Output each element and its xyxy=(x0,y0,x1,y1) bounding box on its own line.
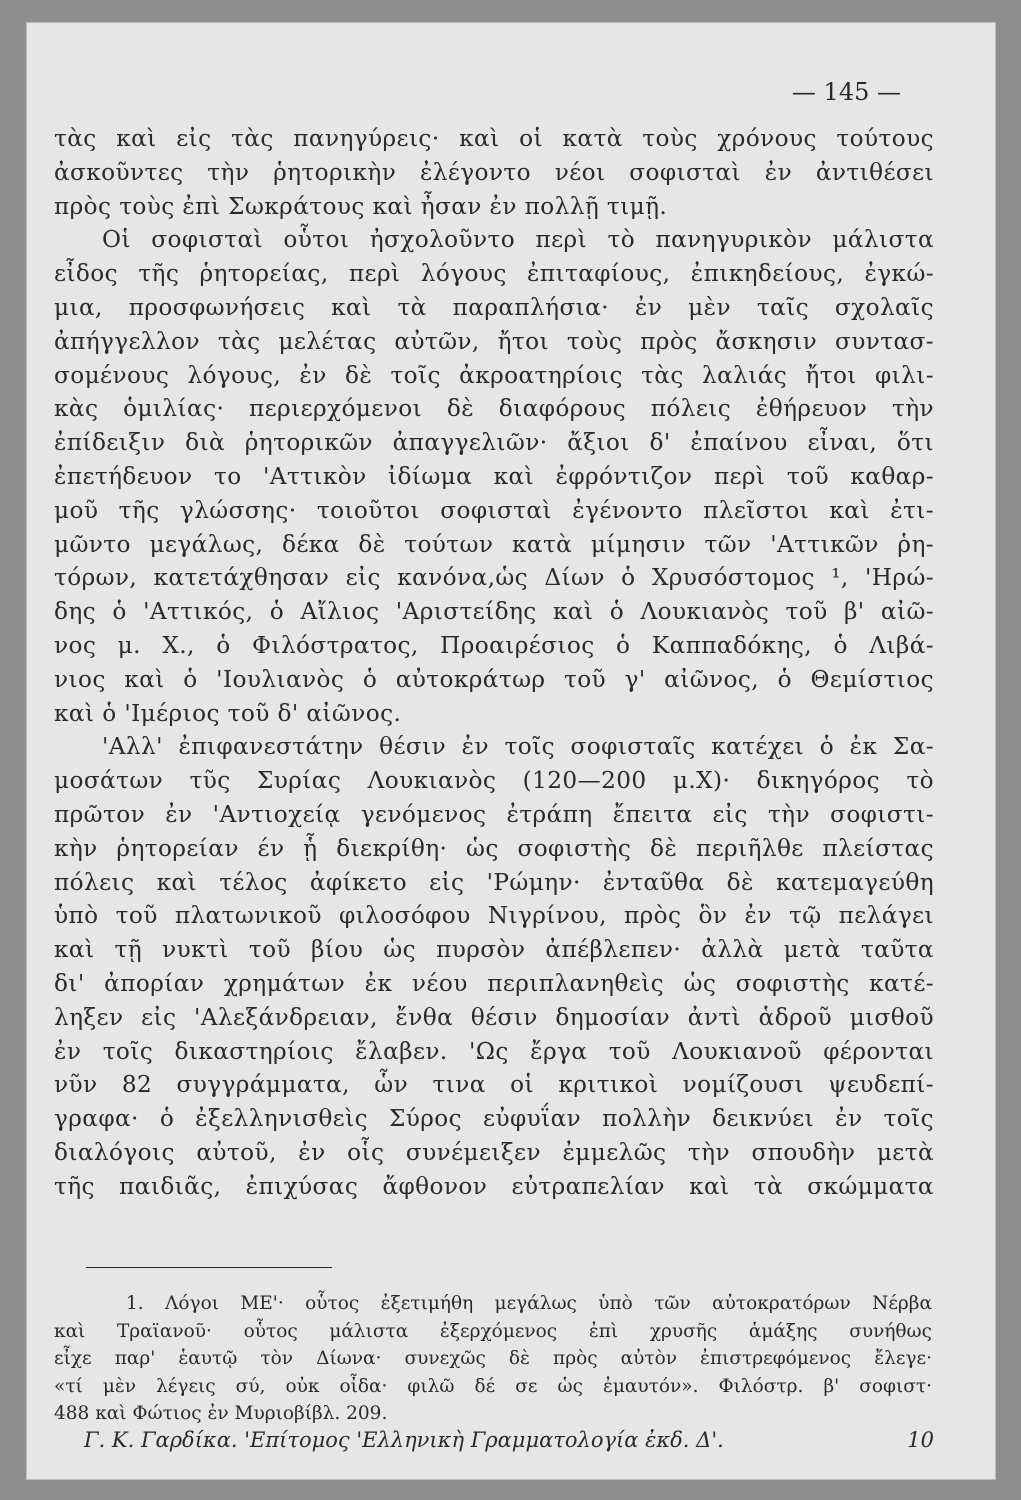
text-line: τὰς καὶ εἰς τὰς πανηγύρεις· καὶ οἱ κατὰ τοὺς χρόνους τούτους xyxy=(54,125,934,152)
book-page xyxy=(26,22,996,1480)
text-line: κὴν ῥητορείαν έν ᾗ διεκρίθη· ὡς σοφιστὴς δὲ περιῆλθε πλείστας xyxy=(54,834,934,862)
text-line: πρὸς τοὺς ἐπὶ Σωκράτους καὶ ἦσαν ἐν πολλῇ τιμῇ. xyxy=(54,192,668,220)
text-line: μοσάτων τῦς Συρίας Λουκιανὸς (120—200 μ.Χ)· δικηγόρος τὸ xyxy=(54,767,934,795)
footnote-divider xyxy=(86,1267,332,1268)
text-line: ἐπίδειξιν διὰ ῥητορικῶν ἀπαγγελιῶν· ἄξιοι δ' ἐπαίνου εἶναι, ὅτι xyxy=(54,429,934,457)
text-line: μοῦ τῆς γλώσσης· τοιοῦτοι σοφισταὶ ἐγένοντο πλεῖστοι καὶ ἐτι- xyxy=(54,496,934,524)
text-line: ἐν τοῖς δικαστηρίοις ἔλαβεν. 'Ως ἔργα τοῦ Λουκιανοῦ φέρονται xyxy=(54,1037,934,1065)
page-number: — 145 — xyxy=(791,78,901,106)
text-line: πόλεις καὶ τέλος ἀφίκετο εἰς 'Ρώμην· ἐνταῦθα δὲ κατεμαγεύθη xyxy=(54,868,934,896)
footnote-line: καὶ Τραϊανοῦ· οὗτος μάλιστα ἐξερχόμενος ἐπὶ χρυσῆς ἁμάξης συνήθως xyxy=(54,1320,932,1342)
text-line: ἀσκοῦντες τὴν ῥητορικὴν ἐλέγοντο νέοι σοφισταὶ ἐν ἀντιθέσει xyxy=(54,158,934,186)
text-line: Οἱ σοφισταὶ οὗτοι ἠσχολοῦντο περὶ τὸ πανηγυρικὸν μάλιστα xyxy=(102,226,934,254)
text-line: γραφα· ὁ ἐξελληνισθεὶς Σύρος εὐφυΐαν πολλὴν δεικνύει ἐν τοῖς xyxy=(54,1105,934,1133)
footnote-line: 1. Λόγοι ΜΕ'· οὗτος ἐξετιμήθη μεγάλως ὑπὸ τῶν αὐτοκρατόρων Νέρβα xyxy=(126,1293,932,1314)
body-text xyxy=(54,122,934,1204)
text-line: τῆς παιδιᾶς, ἐπιχύσας ἄφθονον εὐτραπελίαν καὶ τὰ σκώμματα xyxy=(54,1172,934,1200)
text-line: ληξεν εἰς 'Αλεξάνδρειαν, ἔνθα θέσιν δημοσίαν ἀντὶ ἁδροῦ μισθοῦ xyxy=(54,1003,934,1031)
text-line: εἶδος τῆς ῥητορείας, περὶ λόγους ἐπιταφίους, ἐπικηδείους, ἐγκώ- xyxy=(54,260,934,288)
footnote-line: «τί μὲν λέγεις σύ, οὐκ οἶδα· φιλῶ δέ σε ὡς ἐμαυτόν». Φιλόστρ. β' σοφιστ· xyxy=(54,1375,932,1397)
signature-number: 10 xyxy=(907,1428,934,1452)
text-line: διαλόγοις αὐτοῦ, ἐν οἷς συνέμειξεν ἐμμελῶς τὴν σπουδὴν μετὰ xyxy=(54,1138,934,1166)
text-line: δης ὁ 'Αττικός, ὁ Αἴλιος 'Αριστείδης καὶ ὁ Λουκιανὸς τοῦ β' αἰῶ- xyxy=(54,598,934,626)
footnote-line: εἶχε παρ' ἑαυτῷ τὸν Δίωνα· συνεχῶς δὲ πρὸς αὐτὸν ἐπιστρεφόμενος ἔλεγε· xyxy=(54,1348,932,1369)
text-line: νιος καὶ ὁ 'Ιουλιανὸς ὁ αὐτοκράτωρ τοῦ γ' αἰῶνος, ὁ Θεμίστιος xyxy=(54,665,934,693)
page-footer xyxy=(84,1428,934,1452)
text-line: πρῶτον ἐν 'Αντιοχείᾳ γενόμενος ἐτράπη ἔπειτα εἰς τὴν σοφιστι- xyxy=(54,800,934,828)
text-line: 'Αλλ' ἐπιφανεστάτην θέσιν ἐν τοῖς σοφισταῖς κατέχει ὁ ἐκ Σα- xyxy=(102,733,934,761)
text-line: κὰς ὁμιλίας· περιερχόμενοι δὲ διαφόρους πόλεις ἐθήρευον τὴν xyxy=(54,395,934,423)
text-line: νῦν 82 συγγράμματα, ὧν τινα οἱ κριτικοὶ νομίζουσι ψευδεπί- xyxy=(54,1071,934,1099)
footnote-line: 488 καὶ Φώτιος ἐν Μυριοβίβλ. 209. xyxy=(54,1403,388,1424)
text-line: ὑπὸ τοῦ πλατωνικοῦ φιλοσόφου Νιγρίνου, πρὸς ὃν ἐν τῷ πελάγει xyxy=(54,902,934,930)
text-line: δι' ἀπορίαν χρημάτων ἐκ νέου περιπλανηθεὶς ὡς σοφιστὴς κατέ- xyxy=(54,969,934,997)
text-line: καὶ ὁ 'Ιμέριος τοῦ δ' αἰῶνος. xyxy=(54,699,402,727)
text-line: νος μ. Χ., ὁ Φιλόστρατος, Προαιρέσιος ὁ Καππαδόκης, ὁ Λιβά- xyxy=(54,631,934,659)
text-line: ἀπήγγελλον τὰς μελέτας αὐτῶν, ἤτοι τοὺς πρὸς ἄσκησιν συντασ- xyxy=(54,327,934,355)
text-line: καὶ τῇ νυκτὶ τοῦ βίου ὡς πυρσὸν ἀπέβλεπεν· ἀλλὰ μετὰ ταῦτα xyxy=(54,936,934,964)
footnotes xyxy=(54,1290,932,1428)
text-line: σομένους λόγους, ἐν δὲ τοῖς ἀκροατηρίοις τὰς λαλιάς ἤτοι φιλι- xyxy=(54,361,934,389)
text-line: μια, προσφωνήσεις καὶ τὰ παραπλήσια· ἐν μὲν ταῖς σχολαῖς xyxy=(54,293,934,321)
footer-citation: Γ. Κ. Γαρδίκα. 'Επίτομος 'Ελληνικὴ Γραμματολογία ἐκδ. Δ'. xyxy=(84,1428,724,1452)
text-line: τόρων, κατετάχθησαν εἰς κανόνα,ὡς Δίων ὁ Χρυσόστομος ¹, 'Ηρώ- xyxy=(54,564,934,592)
text-line: μῶντο μεγάλως, δέκα δὲ τούτων κατὰ μίμησιν τῶν 'Αττικῶν ῥη- xyxy=(54,530,934,558)
text-line: ἐπετήδευον το 'Αττικὸν ἰδίωμα καὶ ἐφρόντιζον περὶ τοῦ καθαρ- xyxy=(54,462,934,490)
